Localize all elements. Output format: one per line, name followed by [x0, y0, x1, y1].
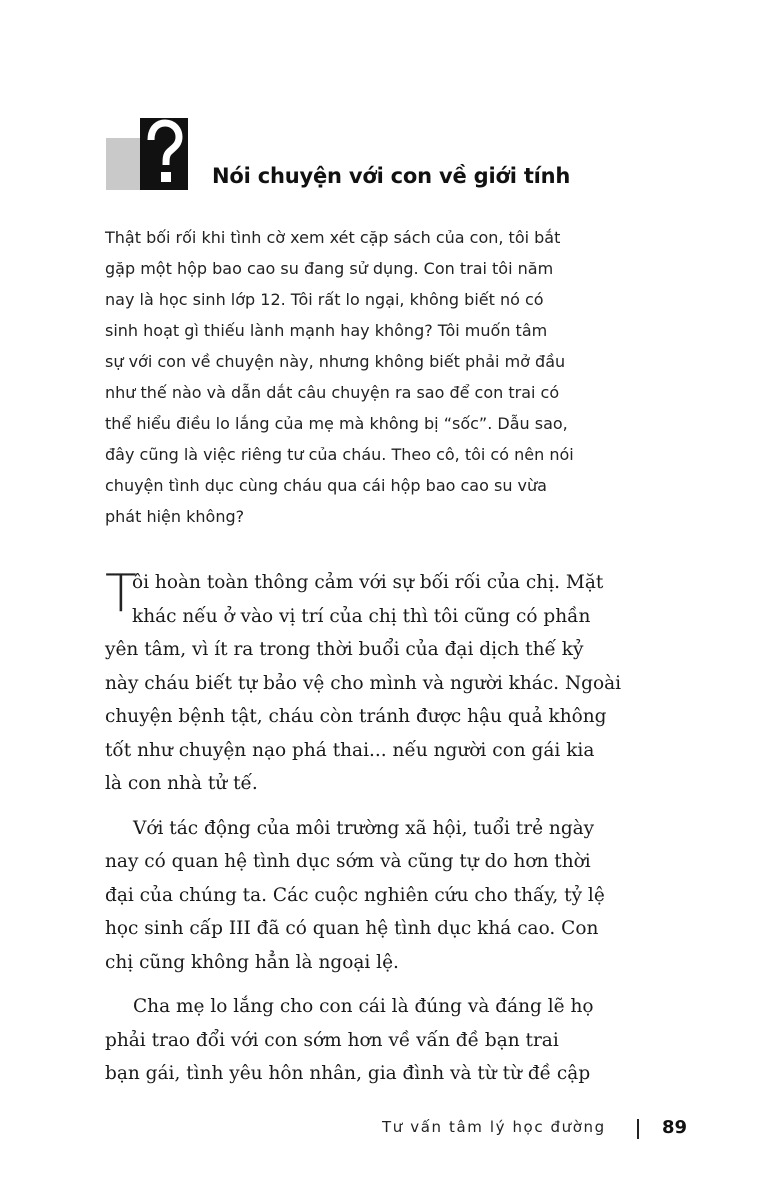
paragraph-gap	[105, 801, 650, 812]
question-line: phát hiện không?	[105, 507, 245, 526]
footer-divider	[637, 1119, 639, 1139]
question-line: gặp một hộp bao cao su đang sử dụng. Con trai tôi năm	[105, 259, 554, 278]
answer-line: nay có quan hệ tình dục sớm và cũng tự do hơn thời	[105, 851, 591, 872]
answer-line: bạn gái, tình yêu hôn nhân, gia đình và từ từ đề cập	[105, 1063, 591, 1084]
question-line: sự với con về chuyện này, nhưng không biết phải mở đầu	[105, 352, 566, 371]
answer-line: học sinh cấp III đã có quan hệ tình dục khá cao. Con	[105, 918, 599, 939]
paragraph-gap	[105, 979, 650, 990]
answer-line: Cha mẹ lo lắng cho con cái là đúng và đáng lẽ họ	[133, 996, 594, 1017]
page-number: 89	[662, 1117, 688, 1138]
answer-line: yên tâm, vì ít ra trong thời buổi của đại dịch thế kỷ	[105, 639, 584, 660]
question-mark-icon	[140, 118, 188, 190]
question-line: Thật bối rối khi tình cờ xem xét cặp sách của con, tôi bắt	[105, 228, 561, 247]
answer-line: Với tác động của môi trường xã hội, tuổi trẻ ngày	[133, 817, 595, 839]
running-title: Tư vấn tâm lý học đường	[382, 1118, 606, 1136]
answer-line: đại của chúng ta. Các cuộc nghiên cứu cho thấy, tỷ lệ	[105, 884, 605, 906]
question-line: thể hiểu điều lo lắng của mẹ mà không bị “sốc”. Dẫu sao,	[105, 414, 568, 433]
answer-line: phải trao đổi với con sớm hơn về vấn đề bạn trai	[105, 1029, 559, 1051]
chapter-title: Nói chuyện với con về giới tính	[212, 164, 571, 188]
answer-line: chuyện bệnh tật, cháu còn tránh được hậu quả không	[105, 706, 607, 727]
answer-line: khác nếu ở vào vị trí của chị thì tôi cũng có phần	[132, 605, 591, 627]
question-line: đây cũng là việc riêng tư của cháu. Theo cô, tôi có nên nói	[105, 445, 574, 464]
question-line: nay là học sinh lớp 12. Tôi rất lo ngại, không biết nó có	[105, 290, 544, 309]
answer-line: là con nhà tử tế.	[105, 773, 258, 794]
question-line: chuyện tình dục cùng cháu qua cái hộp bao cao su vừa	[105, 476, 547, 495]
answer-line: ôi hoàn toàn thông cảm với sự bối rối của chị. Mặt	[132, 572, 604, 593]
drop-cap: T	[105, 564, 137, 624]
answer-line: này cháu biết tự bảo vệ cho mình và người khác. Ngoài	[105, 672, 622, 694]
answer-line: tốt như chuyện nạo phá thai... nếu người con gái kia	[105, 739, 595, 761]
reader-question	[105, 222, 645, 532]
answer-body	[105, 566, 650, 1091]
answer-line: chị cũng không hẳn là ngoại lệ.	[105, 951, 399, 973]
chapter-heading	[106, 118, 666, 192]
question-line: sinh hoạt gì thiếu lành mạnh hay không? Tôi muốn tâm	[105, 321, 548, 340]
question-line: như thế nào và dẫn dắt câu chuyện ra sao để con trai có	[105, 383, 560, 402]
